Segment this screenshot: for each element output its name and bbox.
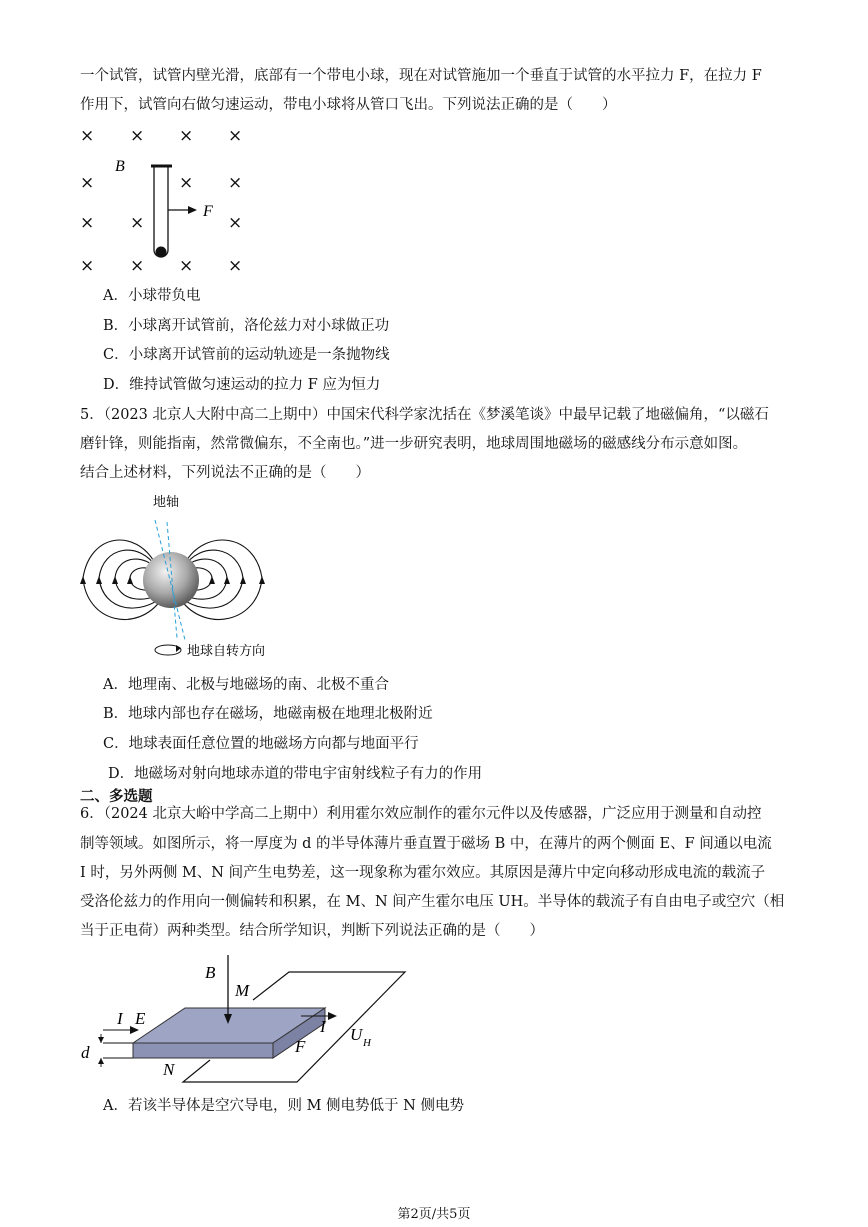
q5-option-c: C．地球表面任意位置的地磁场方向都与地面平行	[103, 736, 419, 752]
q5-stem-line1: 5．（2023 北京人大附中高二上期中）中国宋代科学家沈括在《梦溪笔谈》中最早记载了地磁偏角，“以磁石	[80, 407, 769, 423]
field-cross: ×	[80, 173, 95, 193]
q5-option-a: A．地理南、北极与地磁场的南、北极不重合	[103, 677, 389, 693]
field-cross: ×	[130, 213, 145, 233]
q4-option-d: D．维持试管做匀速运动的拉力 F 应为恒力	[103, 377, 381, 393]
q6-stem-line3: I 时，另外两侧 M、N 间产生电势差，这一现象称为霍尔效应。其原因是薄片中定向移动形成电流的载流子	[80, 865, 766, 881]
q6-stem-line5: 当于正电荷）两种类型。结合所学知识，判断下列说法正确的是（ ）	[80, 923, 544, 939]
q4-f-label: F	[203, 203, 213, 220]
rotation-label: 地球自转方向	[187, 644, 266, 659]
u-label: U	[350, 1025, 363, 1044]
page-footer: 第2页/共5页	[397, 1207, 471, 1222]
field-cross: ×	[80, 256, 95, 276]
slab-front	[133, 1043, 273, 1058]
f-label: F	[295, 1037, 306, 1056]
force-arrowhead	[188, 206, 197, 214]
field-cross: ×	[179, 126, 194, 146]
field-cross: ×	[80, 213, 95, 233]
section-title: 二、多选题	[80, 789, 153, 805]
i-left-label: I	[117, 1009, 123, 1028]
i-right-label: I	[320, 1017, 326, 1036]
q5-geomagnetic-figure	[75, 488, 295, 666]
e-label: E	[135, 1009, 146, 1028]
field-cross: ×	[179, 256, 194, 276]
q5-option-b: B．地球内部也存在磁场，地磁南极在地理北极附近	[103, 706, 433, 722]
q6-stem-line4: 受洛伦兹力的作用向一侧偏转和积累，在 M、N 间产生霍尔电压 UH。半导体的载流子有自由电子或空穴（相	[80, 894, 785, 910]
q6-hall-effect-figure	[75, 950, 420, 1090]
q4-magnetic-field-figure	[75, 122, 255, 277]
q4-stem-line2: 作用下，试管向右做匀速运动，带电小球将从管口飞出。下列说法正确的是（ ）	[80, 97, 617, 113]
q6-stem-line1: 6．（2024 北京大峪中学高二上期中）利用霍尔效应制作的霍尔元件以及传感器，广泛应用于测量和自动控	[80, 806, 762, 822]
q4-option-b: B．小球离开试管前，洛伦兹力对小球做正功	[103, 318, 390, 334]
n-label: N	[163, 1060, 175, 1079]
q4-b-label: B	[115, 158, 125, 175]
m-label: M	[235, 981, 250, 1000]
axis-label: 地轴	[153, 495, 180, 510]
field-cross: ×	[228, 126, 243, 146]
q4-stem-line1: 一个试管，试管内壁光滑，底部有一个带电小球，现在对试管施加一个垂直于试管的水平拉力 F，在拉力 F	[80, 68, 762, 84]
q6-stem-line2: 制等领域。如图所示，将一厚度为 d 的半导体薄片垂直置于磁场 B 中，在薄片的两个侧面 E、F 间通以电流	[80, 836, 772, 852]
u-subscript: H	[363, 1037, 371, 1049]
q6-option-a: A．若该半导体是空穴导电，则 M 侧电势低于 N 侧电势	[103, 1098, 464, 1114]
q4-option-c: C．小球离开试管前的运动轨迹是一条抛物线	[103, 347, 390, 363]
q5-option-d: D．地磁场对射向地球赤道的带电宇宙射线粒子有力的作用	[108, 766, 483, 782]
field-cross: ×	[179, 173, 194, 193]
q5-stem-line3: 结合上述材料，下列说法不正确的是（ ）	[80, 465, 370, 481]
earth-globe	[143, 552, 199, 608]
field-cross: ×	[130, 256, 145, 276]
field-cross: ×	[228, 173, 243, 193]
q4-option-a: A．小球带负电	[103, 288, 201, 304]
field-cross: ×	[228, 256, 243, 276]
field-cross: ×	[228, 213, 243, 233]
d-label: d	[81, 1043, 90, 1062]
test-tube	[154, 166, 168, 257]
charged-ball	[156, 247, 167, 258]
field-cross: ×	[80, 126, 95, 146]
q5-stem-line2: 磨针锋，则能指南，然常微偏东，不全南也。”进一步研究表明，地球周围地磁场的磁感线分布示意如图。	[80, 436, 748, 452]
field-cross: ×	[130, 126, 145, 146]
b-label: B	[205, 963, 216, 982]
